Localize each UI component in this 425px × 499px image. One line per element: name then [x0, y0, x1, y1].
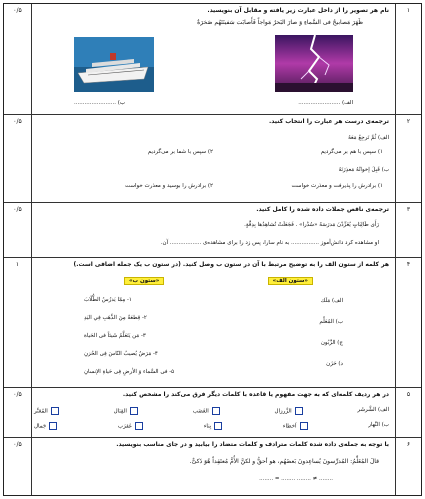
question-number: ۱ — [395, 4, 421, 114]
question-score: ۰/۵ — [4, 438, 32, 495]
column-b-item: ۵- فی السَّماء وَ الأرضِ فِی حَیاةِ الإنسانِ — [84, 369, 175, 375]
translation-line: او مشاهده کرد دانش‌آموز ................ به نام سارا، پس زد را برای مشاهده‌ی .................. آن. — [160, 240, 379, 246]
item-a-arabic: الف) ثُمَّ تَرجِعُ مَعَهُ — [348, 135, 389, 141]
column-b-item: ۱- مِمّا یَدرُسُ الطُّلّابَ — [84, 297, 132, 303]
checkbox[interactable] — [214, 422, 222, 430]
checkbox[interactable] — [49, 422, 57, 430]
checkbox[interactable] — [300, 422, 308, 430]
question-5 — [4, 388, 421, 438]
question-1 — [4, 4, 421, 115]
column-a-header: «ستون الف» — [268, 277, 313, 285]
item-b-option-2: ۲) برادرش را بوسید و معذرت خواست — [125, 183, 213, 189]
lightning-image — [275, 35, 353, 92]
option-word: القِتال — [113, 408, 127, 415]
question-score: ۰/۵ — [4, 115, 32, 202]
exam-sheet — [3, 3, 422, 496]
item-b-option-1: ۱) برادرش را پذیرفت و معذرت خواست — [291, 183, 383, 189]
question-score: ۰/۵ — [4, 4, 32, 114]
checkbox[interactable] — [130, 407, 138, 415]
row-b — [34, 422, 389, 430]
option-word: بِناء — [203, 423, 212, 430]
caption-a: الف) ........................ — [298, 100, 353, 106]
question-6 — [4, 438, 421, 495]
question-title: با توجه به جمله‌ی داده شده کلمات مترادف و کلمات متضاد را بیابید و در جای مناسب بنویسید. — [116, 441, 389, 448]
column-a-item: الف) مَلَك — [320, 298, 343, 304]
option-word: اَخطاء — [282, 423, 297, 430]
question-4 — [4, 258, 421, 388]
question-title: هر کلمه از ستون الف را به توضیح مرتبط با آن در ستون ب وصل کنید. (در ستون ب یک جمله اضافی است.) — [73, 261, 389, 268]
checkbox[interactable] — [135, 422, 143, 430]
question-title: ترجمه‌ی ناقص جملات داده شده را کامل کنید. — [256, 206, 389, 213]
question-number: ۳ — [395, 203, 421, 257]
question-score: ۰/۵ — [4, 203, 32, 257]
arabic-sentence: ظَهَرَ مَصابیحُ فی السَّماءِ وَ صارَ البَحرُ مَواجاً فَأَصابَت سَفینَتَهُم صَخرَةٌ — [197, 19, 363, 26]
checkbox[interactable] — [295, 407, 303, 415]
item-b-arabic: ب) قَبِلَ إخوانُهُ مَعذِرَتَهُ — [338, 167, 389, 173]
question-score: ۰/۵ — [4, 388, 32, 437]
question-number: ۲ — [395, 115, 421, 202]
ship-image — [74, 37, 154, 92]
question-title: در هر ردیف کلمه‌ای که به جهت مفهوم یا قاعده با کلمات دیگر فرق می‌کند را مشخص کنید. — [122, 391, 389, 398]
row-a — [34, 407, 389, 415]
question-title: نام هر تصویر را از داخل عبارت زیر یافته و مقابل آن بنویسید. — [207, 7, 389, 14]
column-b-item: ۲- قِطعَةٌ مِنَ الذَّهَبِ فِي الیَدِ — [84, 315, 147, 321]
caption-b: ب) ........................ — [74, 100, 126, 106]
arabic-sentence: رَأَی طَالِبَاتٍ یُغَرِّدْنَ مَدرَسَةً «سُدْرا» . فَجَعَلَتْ تُشاهِدُها بِدِقَّةٍ. — [244, 222, 379, 228]
row-label: الف) الشَّرشَر — [357, 407, 389, 413]
column-a-item: ب) المُعَلِّم — [319, 319, 343, 325]
column-b-item: ۴- مَرَضٌ یُصیبُ النّاسَ فِی الحُزنِ — [84, 351, 158, 357]
answer-line[interactable]: ........ = ........ ........ ≠ ........ — [259, 476, 333, 482]
question-2 — [4, 115, 421, 203]
option-word: عَقرَب — [117, 423, 133, 430]
checkbox[interactable] — [212, 407, 220, 415]
question-number: ۶ — [395, 438, 421, 495]
checkbox[interactable] — [51, 407, 59, 415]
column-b-item: ۳- مَن یَتَعَلَّمُ شَیئاً فی الحَیاة — [84, 333, 146, 339]
question-number: ۴ — [395, 258, 421, 387]
arabic-sentence: قالَ المُعَلِّمُ: المُدرِّسونَ یُساعِدونَ بَعضَهُم، هو أحقُّ و لکنَّ الأُمَّ مُعتَقِداً هُوَ ذَکیٌّ. — [189, 458, 379, 465]
option-word: جَمال — [34, 423, 47, 430]
row-label: ب) النَّهار — [368, 422, 389, 428]
column-a-item: ج) الزَّبُون — [320, 340, 343, 346]
column-a-item: د) حَزَن — [326, 361, 343, 367]
item-a-option-1: ۱) سپس با هم بر می‌گردیم — [320, 149, 383, 155]
option-word: المُعَنَّر — [34, 408, 48, 415]
option-word: الزَّرزال — [274, 408, 292, 415]
column-b-header: «ستون ب» — [124, 277, 164, 285]
option-word: الغَضَب — [192, 408, 209, 415]
question-number: ۵ — [395, 388, 421, 437]
question-title: ترجمه‌ی درست هر عبارت را انتخاب کنید. — [269, 118, 389, 125]
question-score: ۱ — [4, 258, 32, 387]
question-3 — [4, 203, 421, 258]
item-a-option-2: ۲) سپس با شما بر می‌گردیم — [147, 149, 213, 155]
